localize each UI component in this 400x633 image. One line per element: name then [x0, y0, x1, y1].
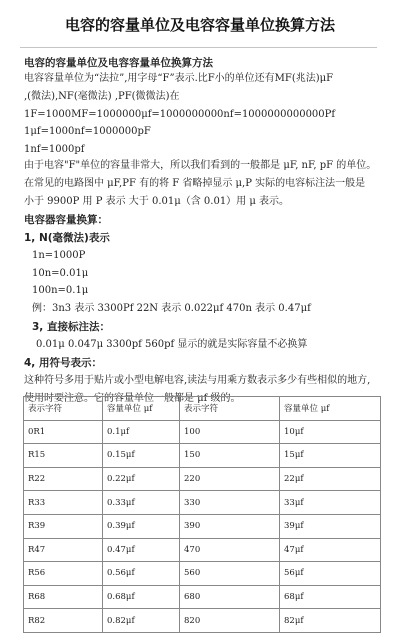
example-line: 0.01μ 0.047μ 3300pf 560pf 显示的就是实际容量不必换算: [36, 339, 308, 350]
table-header-cell: 表示字符: [24, 397, 103, 421]
table-cell: R33: [24, 491, 103, 515]
table-cell: 0.56μf: [103, 562, 180, 586]
table-cell: 680: [180, 585, 280, 609]
paragraph-line: ,(微法),NF(毫微法) ,PF(微微法)在: [24, 91, 180, 102]
table-row: [24, 538, 381, 562]
subsection-heading: 4, 用符号表示：: [24, 357, 102, 369]
table-row: [24, 585, 381, 609]
paragraph-line: 这种符号多用于贴片或小型电解电容,读法与用乘方数表示多少有些相似的地方,: [24, 375, 371, 386]
table-cell: R15: [24, 444, 103, 468]
paragraph-line: 小于 9900P 用 P 表示 大于 0.01μ（含 0.01）用 μ 表示。: [24, 196, 290, 207]
table-cell: 0.68μf: [103, 585, 180, 609]
formula-line: 1nf=1000pf: [24, 144, 85, 155]
table-cell: 33μf: [280, 491, 381, 515]
table-header-cell: 容量单位 μf: [103, 397, 180, 421]
table-header-cell: 表示字符: [180, 397, 280, 421]
table-cell: 390: [180, 514, 280, 538]
table-cell: R56: [24, 562, 103, 586]
table-cell: 560: [180, 562, 280, 586]
table-cell: R22: [24, 467, 103, 491]
section-heading: 电容器容量换算：: [24, 214, 108, 226]
paragraph-line: 由于电容"F"单位的容量非常大，所以我们看到的一般都是 μF, nF, pF 的单位。: [24, 160, 377, 171]
table-row: [24, 562, 381, 586]
formula-line: 1n=1000P: [32, 250, 86, 261]
page-title: 电容的容量单位及电容容量单位换算方法: [64, 16, 335, 34]
formula-line: 10n=0.01μ: [32, 268, 89, 279]
table-cell: 15μf: [280, 444, 381, 468]
table-row: [24, 609, 381, 633]
table-cell: 0.1μf: [103, 420, 180, 444]
formula-line: 100n=0.1μ: [32, 285, 89, 296]
capacitance-code-table: [23, 396, 381, 633]
table-cell: 22μf: [280, 467, 381, 491]
table-cell: 0.15μf: [103, 444, 180, 468]
table-cell: R47: [24, 538, 103, 562]
table-cell: 47μf: [280, 538, 381, 562]
table-cell: 0.33μf: [103, 491, 180, 515]
table-cell: 39μf: [280, 514, 381, 538]
table-cell: R82: [24, 609, 103, 633]
table-cell: 68μf: [280, 585, 381, 609]
table-cell: 0.22μf: [103, 467, 180, 491]
table-cell: 0.82μf: [103, 609, 180, 633]
formula-line: 1F=1000MF=1000000μf=1000000000nf=1000000000000Pf: [24, 109, 336, 120]
subsection-heading: 3, 直接标注法：: [32, 321, 110, 333]
table-cell: 100: [180, 420, 280, 444]
table-cell: 220: [180, 467, 280, 491]
table-cell: 0.47μf: [103, 538, 180, 562]
table-row: [24, 491, 381, 515]
table-cell: R68: [24, 585, 103, 609]
example-line: 例：3n3 表示 3300Pf 22N 表示 0.022μf 470n 表示 0.47μf: [32, 303, 311, 314]
paragraph-line: 在常见的电路图中 μF,PF 有的将 F 省略掉显示 μ,P 实际的电容标注法一般是: [24, 178, 366, 189]
paragraph-line: 电容容量单位为“法拉”,用字母“F”表示.比F小的单位还有MF(兆法)μF: [24, 73, 334, 84]
table-cell: 82μf: [280, 609, 381, 633]
table-row: [24, 514, 381, 538]
table-cell: 10μf: [280, 420, 381, 444]
table-cell: 0R1: [24, 420, 103, 444]
table-cell: 0.39μf: [103, 514, 180, 538]
title-divider: [20, 47, 377, 48]
table-row: [24, 467, 381, 491]
table-cell: 150: [180, 444, 280, 468]
section-heading: 电容的容量单位及电容容量单位换算方法: [24, 57, 213, 69]
table-header-cell: 容量单位 μf: [280, 397, 381, 421]
table-cell: 470: [180, 538, 280, 562]
table-header-row: [24, 397, 381, 421]
table-cell: 56μf: [280, 562, 381, 586]
table-cell: 330: [180, 491, 280, 515]
table-cell: 820: [180, 609, 280, 633]
table-cell: R39: [24, 514, 103, 538]
subsection-heading: 1, N(毫微法)表示: [24, 232, 110, 244]
table-row: [24, 420, 381, 444]
table-row: [24, 444, 381, 468]
paragraph-line: 使用时要注意。它的容量单位一般都是 μf 级的。: [24, 393, 241, 404]
formula-line: 1μf=1000nf=1000000pF: [24, 126, 151, 137]
